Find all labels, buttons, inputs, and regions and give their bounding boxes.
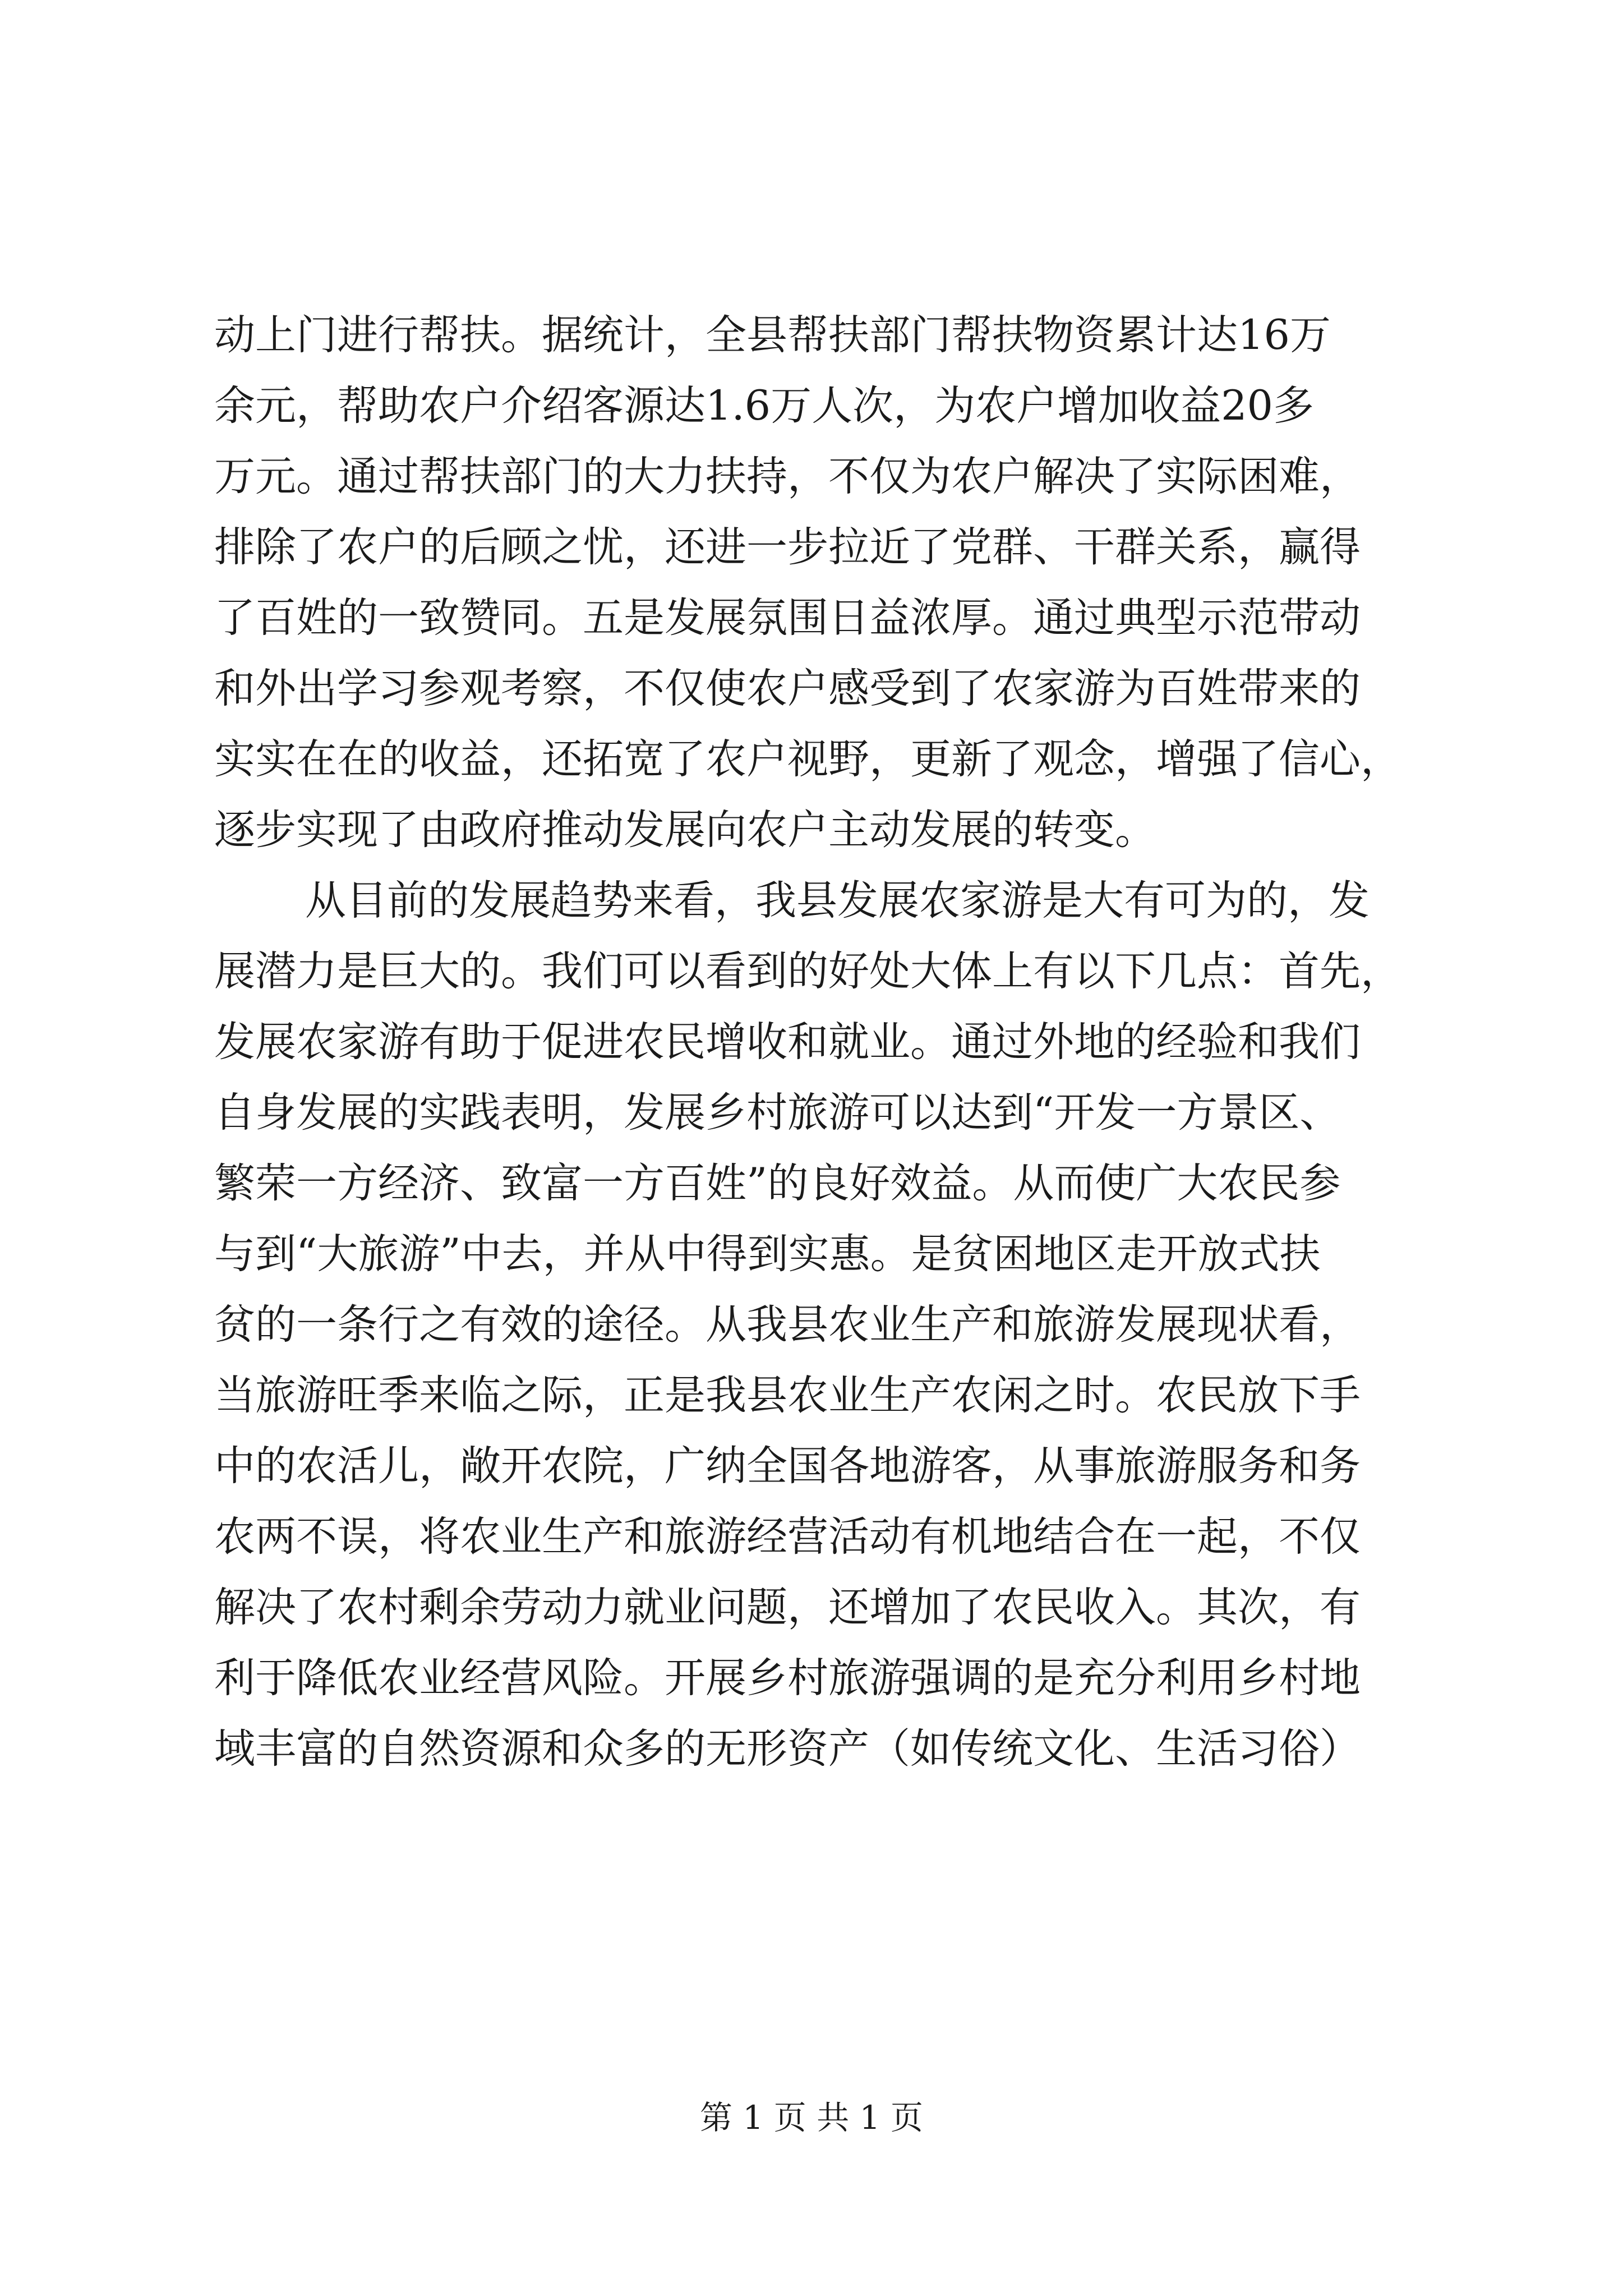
text-line: 自身发展的实践表明，发展乡村旅游可以达到“开发一方景区、 xyxy=(214,1089,1341,1137)
text-line: 中的农活儿，敞开农院，广纳全国各地游客，从事旅游服务和务 xyxy=(214,1442,1361,1490)
text-line: 余元，帮助农户介绍客源达1.6万人次，为农户增加收益20多 xyxy=(214,382,1314,430)
text-line: 逐步实现了由政府推动发展向农户主动发展的转变。 xyxy=(214,806,1156,854)
text-line: 展潜力是巨大的。我们可以看到的好处大体上有以下几点：首先， xyxy=(214,947,1401,995)
text-line: 农两不误，将农业生产和旅游经营活动有机地结合在一起，不仅 xyxy=(214,1513,1361,1561)
text-line: 动上门进行帮扶。据统计，全县帮扶部门帮扶物资累计达16万 xyxy=(214,311,1331,359)
text-line: 了百姓的一致赞同。五是发展氛围日益浓厚。通过典型示范带动 xyxy=(214,594,1361,642)
text-line: 和外出学习参观考察，不仅使农户感受到了农家游为百姓带来的 xyxy=(214,665,1361,712)
text-line: 从目前的发展趋势来看，我县发展农家游是大有可为的，发 xyxy=(305,877,1370,924)
text-line: 域丰富的自然资源和众多的无形资产（如传统文化、生活习俗） xyxy=(214,1725,1361,1773)
text-line: 发展农家游有助于促进农民增收和就业。通过外地的经验和我们 xyxy=(214,1018,1361,1066)
text-line: 当旅游旺季来临之际，正是我县农业生产农闲之时。农民放下手 xyxy=(214,1372,1361,1419)
text-line: 利于降低农业经营风险。开展乡村旅游强调的是充分利用乡村地 xyxy=(214,1654,1361,1702)
text-line: 繁荣一方经济、致富一方百姓”的良好效益。从而使广大农民参 xyxy=(214,1159,1341,1207)
body-text xyxy=(214,300,1431,1784)
text-line: 与到“大旅游”中去，并从中得到实惠。是贫困地区走开放式扶 xyxy=(214,1230,1321,1278)
text-line: 解决了农村剩余劳动力就业问题，还增加了农民收入。其次，有 xyxy=(214,1584,1361,1631)
text-line: 实实在在的收益，还拓宽了农户视野，更新了观念，增强了信心， xyxy=(214,735,1401,783)
text-line: 排除了农户的后顾之忧，还进一步拉近了党群、干群关系，赢得 xyxy=(214,523,1361,571)
page-footer: 第 1 页 共 1 页 xyxy=(700,2099,923,2137)
text-line: 万元。通过帮扶部门的大力扶持，不仅为农户解决了实际困难， xyxy=(214,453,1361,500)
text-line: 贫的一条行之有效的途径。从我县农业生产和旅游发展现状看， xyxy=(214,1301,1361,1349)
